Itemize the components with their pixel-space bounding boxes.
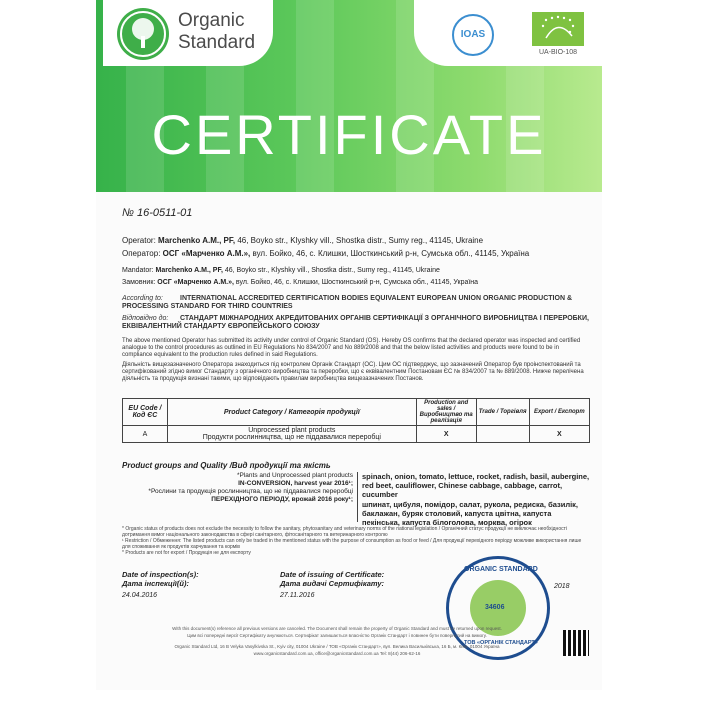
table-header-row [123, 399, 590, 426]
cell-code: A [123, 426, 168, 443]
cell-production: X [416, 426, 476, 443]
header-eu-code: EU Code / Код ЄС [123, 399, 168, 426]
eu-organic-code: UA-BIO-108 [538, 49, 578, 56]
product-groups-box [122, 472, 590, 527]
cell-trade [476, 426, 529, 443]
product-groups-title: Product groups and Quality /Вид продукції та якість [122, 461, 331, 470]
mandator-en-line: Mandator: Marchenko A.M., PF, 46, Boyko str., Klyshky vill., Shostka distr., Sumy reg., 41145, Ukraine [122, 267, 440, 274]
issue-date-value: 27.11.2016 [280, 592, 315, 599]
product-group-description: *Plants and Unprocessed plant products IN-CONVERSION, harvest year 2016¹; *Рослини та продукція рослинництва, що не піддавалися переробці ПЕРЕХІДНОГО ПЕРІОДУ, врожай 2016 року¹; [122, 472, 358, 522]
qr-code-icon [563, 630, 589, 656]
valid-until-value: 2018 [554, 583, 570, 590]
issue-date-label: Date of issuing of Certificate: Дата видачі Сертифікату: [280, 570, 385, 588]
inspection-date-value: 24.04.2016 [122, 592, 158, 599]
table-row [123, 426, 590, 443]
footer-line-3: Organic Standard Ltd, 16 B Velyka Vasylkivska St., Kyiv city, 01004 Ukraine / ТОВ «Органік Стандарт», вул. Велика Васильківська, 16 Б, м. Київ, 01004 Україна [174, 644, 500, 649]
stamp-code: 34606 [485, 604, 505, 611]
certificate-title: CERTIFICATE [151, 103, 547, 166]
eu-organic-leaf-icon [532, 12, 584, 46]
body-text-en: The above mentioned Operator has submitted its activity under control of Organic Standard (OS). Hereby OS confirms that the declared operator was inspected and certified analogue to the control procedures as outlined in EU Regulations No 834/2007 and No 889/2008 and that the below listed activities and products were found to be in compliance equivalent to the production rules defined in said Regulations. [122, 338, 581, 358]
footnotes: * Organic status of products does not exclude the necessity to follow the sanitary, phytosanitary and veterinary norms of the national legislation / Органічний статус продукції не виключає необхідності дотримання вимог національного законодавства в сфері санітарного, фітосанітарного та ветеринарного контролю ¹ Restriction / Обмеження: The listed products can only be traded in the mentioned status with the purpose of consumption as food or feed / Для продукції перехідного періоду можливе використання лише для споживання як продуктів харчування та кормів * Products are not for export / Продукція не для експорту [122, 526, 582, 556]
footer-line-4: www.organicstandard.com.ua, office@organicstandard.com.ua Tel: 8(44) 206-62-16 [253, 651, 421, 656]
footer-line-2: Цим всі попередні версії Сертифікату анулюються. Сертифікат залишається власністю Органік Стандарт і повинен бути повернутий на вимогу. [187, 633, 487, 638]
footer-line-1: With this document(s) reference all previous versions are canceled. The Document shall remain the property of Organic Standard and must be returned upon request. [172, 626, 502, 631]
certificate-number: № 16-0511-01 [122, 207, 193, 219]
stamp-text: ORGANIC STANDARD [464, 566, 538, 573]
cell-category: Unprocessed plant products Продукти рослинництва, що не піддавалися переробці [167, 426, 416, 443]
ioas-badge-icon: IOAS [452, 14, 494, 56]
tree-logo-icon [117, 8, 169, 60]
cell-export: X [529, 426, 589, 443]
according-ua: Відповідно до: СТАНДАРТ МІЖНАРОДНИХ АКРЕДИТОВАНИХ ОРГАНІВ СЕРТИФІКАЦІЇ З ОРГАНІЧНОГО ВИРОБНИЦТВА І ПЕРЕРОБКИ, ЕКВІВАЛЕНТНИЙ СТАНДАРТУ ЄВРОПЕЙСЬКОГО СОЮЗУ [122, 315, 589, 330]
operator-ua-line: Оператор: ОСГ «Марченко А.М.», вул. Бойко, 46, с. Клишки, Шосткинський р-н, Сумська обл., 41145, Україна [122, 249, 530, 258]
body-text-ua: Діяльність вищезазначеного Оператора знаходиться під контролем Органік Стандарт (ОС). Цим ОС підтверджує, що зазначений Оператор був проінспектований та сертифікований згідно вимог Стандарту з органічного виробництва та переробки, що є еквівалентним Постановам ЄС № 834/2007 та № 889/2008. Нижче перелічена діяльність та продукція визнані такими, що відповідають правилам виробництва вищезазначених Постанов. [122, 362, 584, 382]
mandator-ua-line: Замовник: ОСГ «Марченко А.М.», вул. Бойко, 46, с. Клишки, Шосткинський р-н, Сумська обл., 41145, Україна [122, 279, 479, 286]
according-en: According to: INTERNATIONAL ACCREDITED CERTIFICATION BODIES EQUIVALENT EUROPEAN UNION ORGANIC PRODUCTION & PROCESSING STANDARD FOR THIRD COUNTRIES [122, 295, 573, 310]
header-category: Product Category / Категорія продукції [167, 399, 416, 426]
header-export: Export / Експорт [529, 399, 589, 426]
stamp-text-ua: ТОВ «ОРГАНІК СТАНДАРТ» [464, 640, 538, 646]
operator-en-line: Operator: Marchenko A.M., PF, 46, Boyko str., Klyshky vill., Shostka distr., Sumy reg., 41145, Ukraine [122, 236, 484, 245]
product-list: spinach, onion, tomato, lettuce, rocket, radish, basil, aubergine, red beet, cauliflower, Chinese cabbage, cabbage, carrot, cucumber шпинат, цибуля, помідор, салат, рукола, редиска, базилік, баклажан, буряк столовий, капуста цвітна, капуста пекінська, капуста білоголова, морква, огірок [362, 472, 590, 527]
product-category-table [122, 398, 590, 443]
header-trade: Trade / Торгівля [476, 399, 529, 426]
header-production: Production and sales / Виробництво та реалізація [416, 399, 476, 426]
organic-standard-logo-text: Organic Standard [178, 10, 256, 53]
inspection-date-label: Date of inspection(s): Дата інспекції(й): [122, 570, 199, 588]
